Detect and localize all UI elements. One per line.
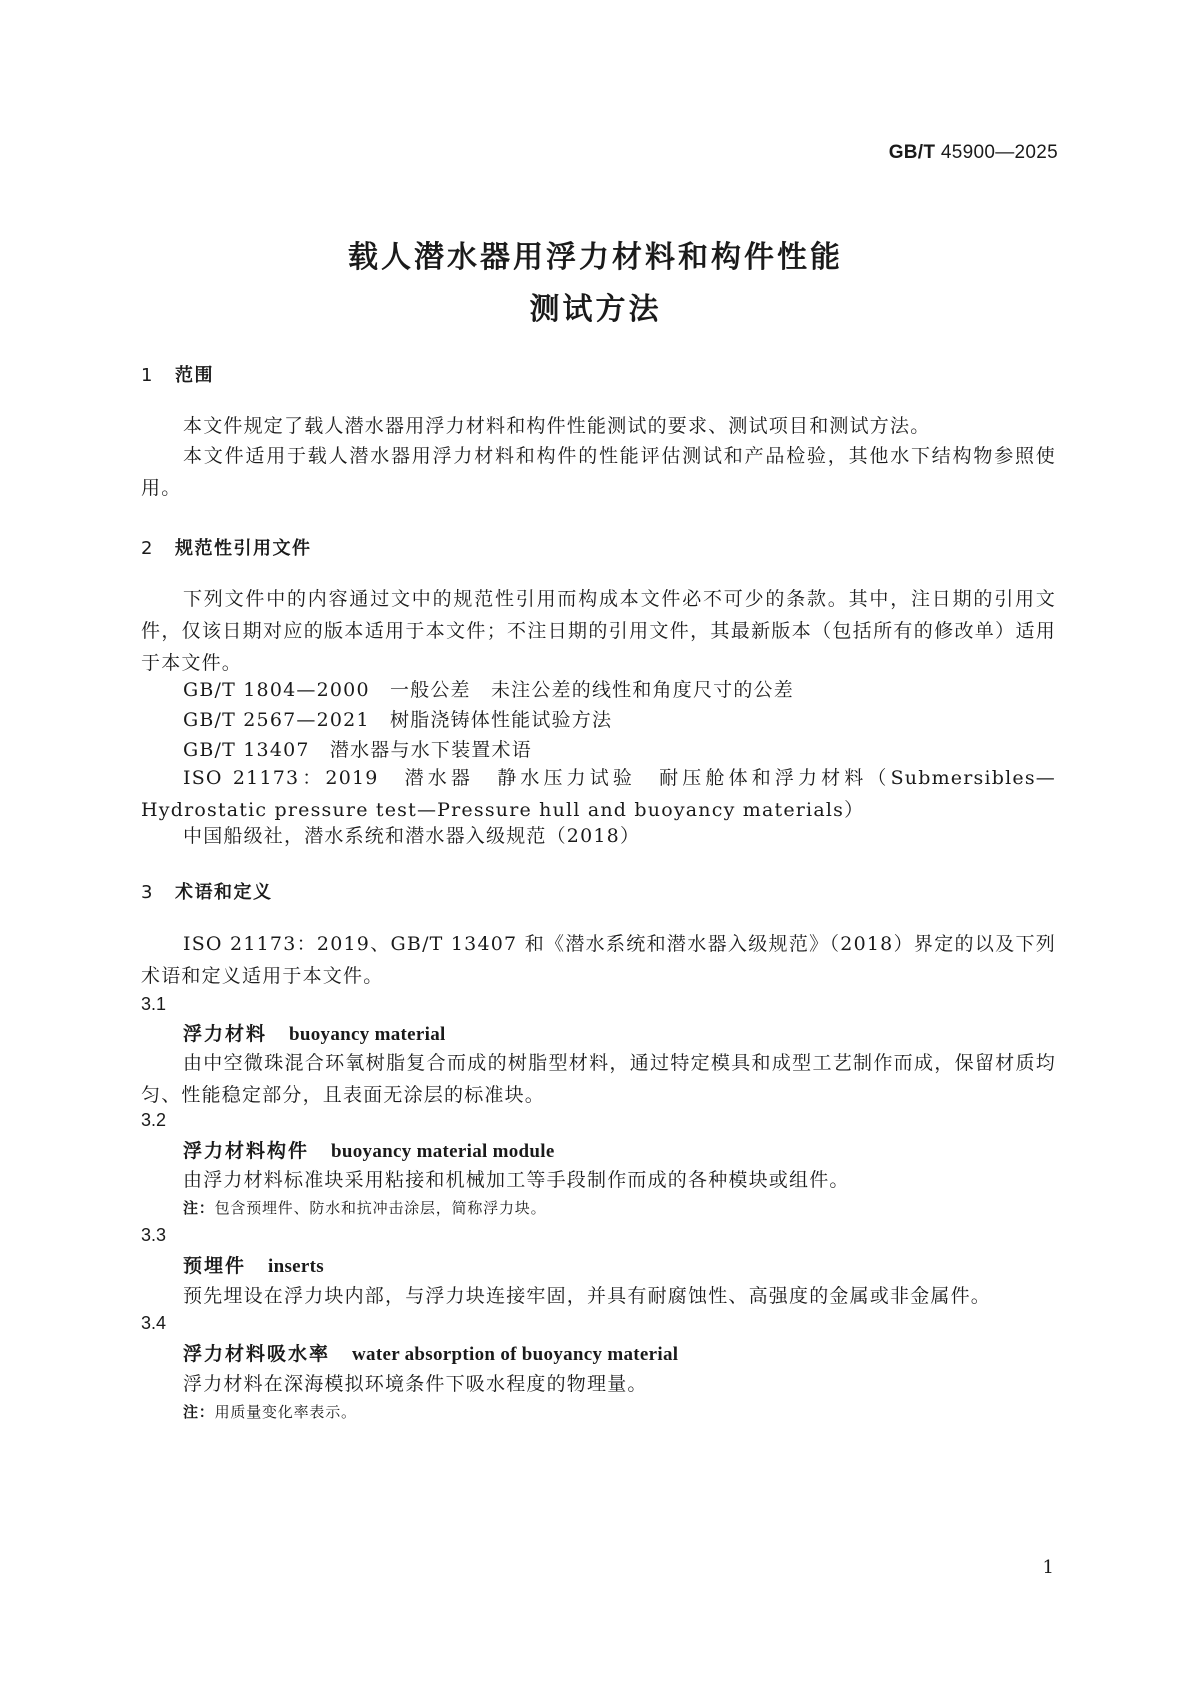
section-1-paragraph-1: 本文件规定了载人潜水器用浮力材料和构件性能测试的要求、测试项目和测试方法。: [183, 415, 931, 437]
term-zh: 浮力材料构件: [183, 1140, 310, 1162]
term-heading: [183, 1251, 324, 1282]
reference-item-ccs: 中国船级社，潜水系统和潜水器入级规范（2018）: [183, 825, 641, 847]
note-label: 注：: [183, 1403, 215, 1421]
reference-item: GB/T 1804—2000 一般公差 未注公差的线性和角度尺寸的公差: [183, 679, 794, 701]
clause-number: 3.3: [141, 1225, 167, 1245]
section-3-intro: ISO 21173：2019、GB/T 13407 和《潜水系统和潜水器入级规范》（2018）界定的以及下列术语和定义适用于本文件。: [141, 933, 1056, 987]
section-1-heading: [141, 361, 214, 387]
section-3-heading: [141, 878, 273, 904]
term-en: buoyancy material module: [331, 1141, 555, 1162]
term-note: [183, 1399, 357, 1425]
term-heading: [183, 1019, 446, 1050]
section-2-heading: [141, 534, 312, 560]
document-title-line2: 测试方法: [529, 292, 662, 327]
section-1-number: 1: [141, 365, 154, 386]
term-zh: 浮力材料吸水率: [183, 1343, 331, 1365]
note-text: 用质量变化率表示。: [214, 1403, 357, 1421]
section-2-title: 规范性引用文件: [175, 538, 312, 559]
term-en: water absorption of buoyancy material: [352, 1344, 679, 1365]
document-title: [0, 232, 1191, 336]
section-3-title: 术语和定义: [175, 882, 273, 903]
term-heading: [183, 1136, 555, 1167]
term-en: buoyancy material: [289, 1024, 446, 1045]
term-definition: 由浮力材料标准块采用粘接和机械加工等手段制作而成的各种模块或组件。: [183, 1169, 850, 1191]
section-2-number: 2: [141, 538, 154, 559]
term-definition: 预先埋设在浮力块内部，与浮力块连接牢固，并具有耐腐蚀性、高强度的金属或非金属件。: [183, 1285, 992, 1307]
standard-number: [889, 142, 1058, 164]
document-title-line1: 载人潜水器用浮力材料和构件性能: [348, 240, 843, 275]
standard-code: 45900—2025: [940, 142, 1058, 163]
reference-item: GB/T 13407 潜水器与水下装置术语: [183, 739, 532, 761]
clause-number: 3.2: [141, 1110, 167, 1130]
term-zh: 浮力材料: [183, 1023, 268, 1045]
clause-number: 3.4: [141, 1313, 167, 1333]
term-heading: [183, 1339, 678, 1370]
term-note: [183, 1195, 546, 1221]
page-number: 1: [1042, 1557, 1054, 1578]
reference-item-iso: ISO 21173：2019 潜水器 静水压力试验 耐压舱体和浮力材料（Submersibles—Hydrostatic pressure test—Pressure hull and buoyancy materials）: [141, 767, 1056, 821]
section-2-intro: 下列文件中的内容通过文中的规范性引用而构成本文件必不可少的条款。其中，注日期的引用文件，仅该日期对应的版本适用于本文件；不注日期的引用文件，其最新版本（包括所有的修改单）适用于本文件。: [141, 588, 1056, 674]
term-en: inserts: [268, 1256, 324, 1277]
note-text: 包含预埋件、防水和抗冲击涂层，简称浮力块。: [214, 1199, 547, 1217]
term-zh: 预埋件: [183, 1255, 247, 1277]
section-3-number: 3: [141, 882, 154, 903]
section-1-title: 范围: [175, 365, 214, 386]
clause-number: 3.1: [141, 994, 167, 1014]
term-definition: 由中空微珠混合环氧树脂复合而成的树脂型材料，通过特定模具和成型工艺制作而成，保留材质均匀、性能稳定部分，且表面无涂层的标准块。: [141, 1052, 1056, 1106]
standard-prefix: GB/T: [888, 142, 936, 163]
term-definition: 浮力材料在深海模拟环境条件下吸水程度的物理量。: [183, 1373, 648, 1395]
section-1-paragraph-2: 本文件适用于载人潜水器用浮力材料和构件的性能评估测试和产品检验，其他水下结构物参照使用。: [141, 445, 1056, 499]
note-label: 注：: [183, 1199, 215, 1217]
reference-item: GB/T 2567—2021 树脂浇铸体性能试验方法: [183, 709, 613, 731]
